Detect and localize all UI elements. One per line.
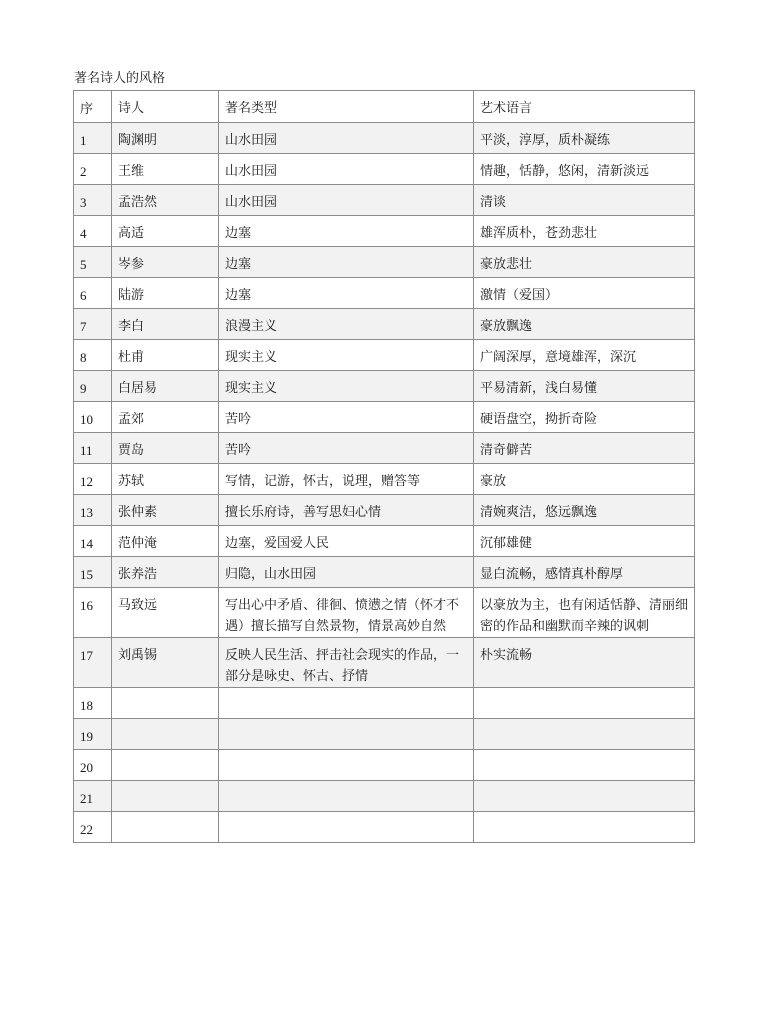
cell-num: 22 [74, 812, 112, 843]
cell-language: 广阔深厚，意境雄浑，深沉 [474, 340, 695, 371]
cell-language: 雄浑质朴，苍劲悲壮 [474, 216, 695, 247]
table-row [74, 750, 695, 781]
cell-poet: 苏轼 [112, 464, 219, 495]
cell-num: 16 [74, 588, 112, 638]
cell-language: 豪放 [474, 464, 695, 495]
cell-language: 情趣，恬静，悠闲，清新淡远 [474, 154, 695, 185]
cell-num: 11 [74, 433, 112, 464]
cell-num: 3 [74, 185, 112, 216]
cell-language: 沉郁雄健 [474, 526, 695, 557]
cell-num: 12 [74, 464, 112, 495]
table-row [74, 495, 695, 526]
cell-num: 15 [74, 557, 112, 588]
cell-type [219, 719, 474, 750]
table-row [74, 123, 695, 154]
cell-poet: 杜甫 [112, 340, 219, 371]
cell-language: 以豪放为主，也有闲适恬静、清丽细密的作品和幽默而辛辣的讽刺 [474, 588, 695, 638]
cell-language [474, 750, 695, 781]
cell-poet: 陆游 [112, 278, 219, 309]
table-row [74, 719, 695, 750]
cell-num: 4 [74, 216, 112, 247]
cell-poet [112, 719, 219, 750]
table-body [74, 123, 695, 843]
column-header-poet: 诗人 [112, 91, 219, 123]
cell-num: 6 [74, 278, 112, 309]
cell-type: 写出心中矛盾、徘徊、愤懑之情（怀才不遇）擅长描写自然景物，情景高妙自然 [219, 588, 474, 638]
cell-type [219, 781, 474, 812]
table-row [74, 154, 695, 185]
cell-poet [112, 688, 219, 719]
cell-language: 显白流畅，感情真朴醇厚 [474, 557, 695, 588]
table-row [74, 371, 695, 402]
cell-type: 擅长乐府诗，善写思妇心情 [219, 495, 474, 526]
cell-poet: 李白 [112, 309, 219, 340]
cell-num: 7 [74, 309, 112, 340]
table-row [74, 247, 695, 278]
cell-num: 1 [74, 123, 112, 154]
cell-type: 现实主义 [219, 340, 474, 371]
cell-language: 清婉爽洁，悠远飘逸 [474, 495, 695, 526]
cell-type: 反映人民生活、抨击社会现实的作品，一部分是咏史、怀古、抒情 [219, 638, 474, 688]
cell-poet: 孟浩然 [112, 185, 219, 216]
cell-language: 豪放悲壮 [474, 247, 695, 278]
cell-poet: 马致远 [112, 588, 219, 638]
cell-num: 5 [74, 247, 112, 278]
cell-num: 10 [74, 402, 112, 433]
cell-num: 14 [74, 526, 112, 557]
table-row [74, 464, 695, 495]
cell-num: 18 [74, 688, 112, 719]
table-row [74, 340, 695, 371]
table-row [74, 278, 695, 309]
cell-language [474, 688, 695, 719]
cell-type: 浪漫主义 [219, 309, 474, 340]
cell-type [219, 812, 474, 843]
table-row [74, 402, 695, 433]
cell-type: 边塞 [219, 278, 474, 309]
cell-type: 写情，记游，怀古，说理，赠答等 [219, 464, 474, 495]
cell-poet: 贾岛 [112, 433, 219, 464]
cell-poet [112, 750, 219, 781]
cell-language: 硬语盘空，拗折奇险 [474, 402, 695, 433]
cell-poet [112, 812, 219, 843]
cell-poet: 张仲素 [112, 495, 219, 526]
cell-num: 20 [74, 750, 112, 781]
document-title: 著名诗人的风格 [74, 71, 166, 86]
cell-language: 朴实流畅 [474, 638, 695, 688]
cell-type: 山水田园 [219, 123, 474, 154]
table-row [74, 812, 695, 843]
cell-language: 激情（爱国） [474, 278, 695, 309]
cell-language [474, 781, 695, 812]
cell-num: 19 [74, 719, 112, 750]
poet-style-table [73, 90, 695, 843]
cell-poet: 白居易 [112, 371, 219, 402]
table-row [74, 185, 695, 216]
table-row [74, 688, 695, 719]
cell-type: 苦吟 [219, 402, 474, 433]
cell-type: 山水田园 [219, 154, 474, 185]
cell-poet: 陶渊明 [112, 123, 219, 154]
table-row [74, 588, 695, 638]
cell-num: 2 [74, 154, 112, 185]
cell-type [219, 750, 474, 781]
cell-type: 边塞 [219, 216, 474, 247]
cell-type: 归隐，山水田园 [219, 557, 474, 588]
cell-type: 现实主义 [219, 371, 474, 402]
table-row [74, 638, 695, 688]
cell-num: 8 [74, 340, 112, 371]
column-header-num: 序 [74, 91, 112, 123]
cell-language [474, 812, 695, 843]
cell-language: 清谈 [474, 185, 695, 216]
cell-poet: 张养浩 [112, 557, 219, 588]
cell-type: 边塞 [219, 247, 474, 278]
cell-num: 17 [74, 638, 112, 688]
cell-language [474, 719, 695, 750]
table-row [74, 309, 695, 340]
column-header-language: 艺术语言 [474, 91, 695, 123]
cell-num: 13 [74, 495, 112, 526]
cell-type: 苦吟 [219, 433, 474, 464]
cell-poet: 高适 [112, 216, 219, 247]
cell-poet: 岑参 [112, 247, 219, 278]
table-row [74, 216, 695, 247]
cell-type [219, 688, 474, 719]
table-row [74, 781, 695, 812]
column-header-type: 著名类型 [219, 91, 474, 123]
table-row [74, 557, 695, 588]
table-row [74, 526, 695, 557]
table-row [74, 433, 695, 464]
cell-poet [112, 781, 219, 812]
cell-type: 山水田园 [219, 185, 474, 216]
cell-poet: 王维 [112, 154, 219, 185]
cell-language: 豪放飘逸 [474, 309, 695, 340]
cell-poet: 孟郊 [112, 402, 219, 433]
cell-poet: 刘禹锡 [112, 638, 219, 688]
cell-num: 21 [74, 781, 112, 812]
cell-num: 9 [74, 371, 112, 402]
cell-language: 平易清新，浅白易懂 [474, 371, 695, 402]
cell-poet: 范仲淹 [112, 526, 219, 557]
table-header-row [74, 91, 695, 123]
cell-language: 清奇僻苦 [474, 433, 695, 464]
cell-type: 边塞，爱国爱人民 [219, 526, 474, 557]
cell-language: 平淡，淳厚，质朴凝练 [474, 123, 695, 154]
